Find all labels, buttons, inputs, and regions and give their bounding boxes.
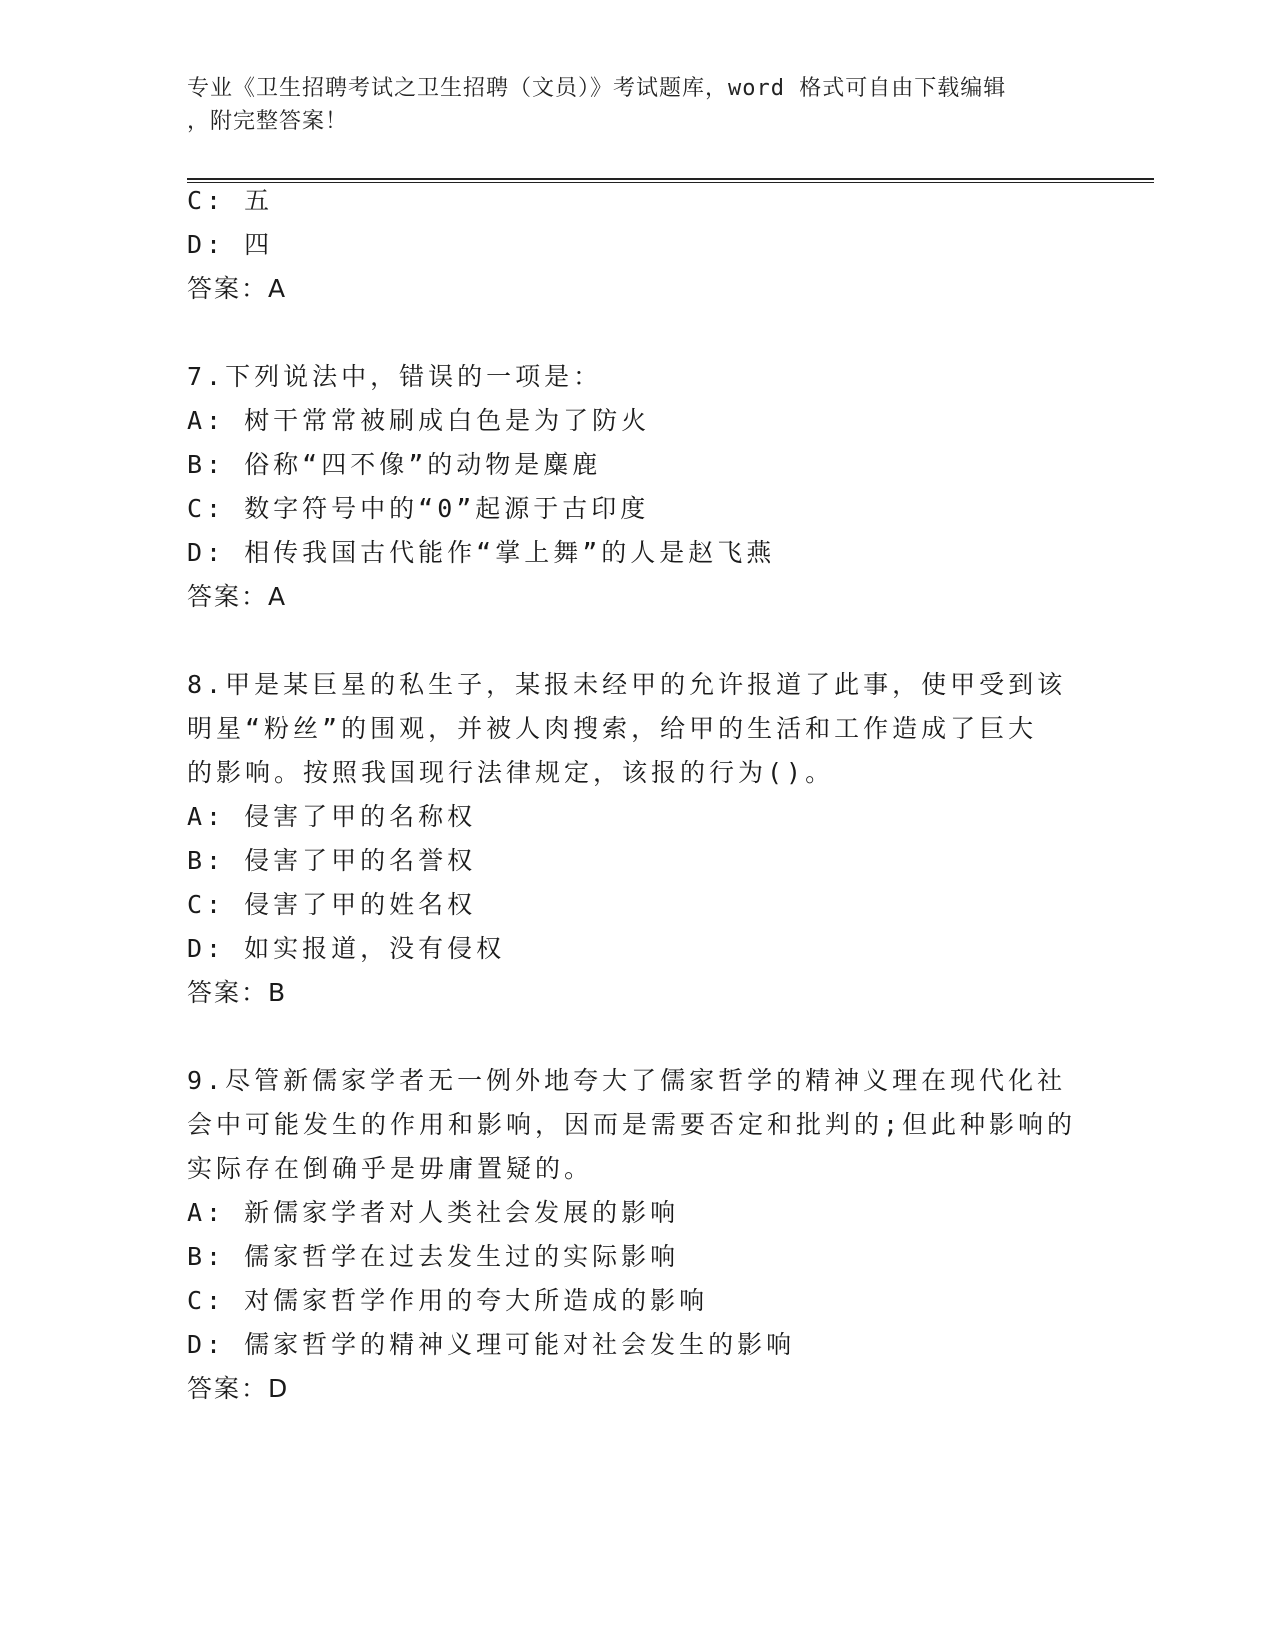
q8-option-d: D: 如实报道，没有侵权 bbox=[187, 934, 506, 963]
header-title-line1: 专业《卫生招聘考试之卫生招聘（文员）》考试题库，word 格式可自由下载编辑 bbox=[187, 76, 1007, 101]
document-header bbox=[187, 72, 1067, 138]
q8-option-a: A: 侵害了甲的名称权 bbox=[187, 802, 477, 831]
q9-option-c: C: 对儒家哲学作用的夸大所造成的影响 bbox=[187, 1286, 709, 1315]
header-title-line2: ，附完整答案！ bbox=[187, 109, 349, 134]
q9-option-b: B: 儒家哲学在过去发生过的实际影响 bbox=[187, 1242, 680, 1271]
header-divider bbox=[187, 178, 1154, 183]
q6-answer: 答案：A bbox=[187, 274, 288, 303]
q7-option-a: A: 树干常常被刷成白色是为了防火 bbox=[187, 406, 651, 435]
q6-option-d: D: 四 bbox=[187, 230, 274, 259]
q8-stem-line1: 8.甲是某巨星的私生子，某报未经甲的允许报道了此事，使甲受到该 bbox=[187, 670, 1067, 699]
q9-stem-line3: 实际存在倒确乎是毋庸置疑的。 bbox=[187, 1154, 594, 1183]
q9-option-a: A: 新儒家学者对人类社会发展的影响 bbox=[187, 1198, 680, 1227]
q7-option-d: D: 相传我国古代能作“掌上舞”的人是赵飞燕 bbox=[187, 538, 776, 567]
q7-stem: 7.下列说法中，错误的一项是： bbox=[187, 362, 603, 391]
q8-option-b: B: 侵害了甲的名誉权 bbox=[187, 846, 477, 875]
q7-option-c: C: 数字符号中的“0”起源于古印度 bbox=[187, 494, 650, 523]
q9-answer: 答案：D bbox=[187, 1374, 290, 1403]
q7-option-b: B: 俗称“四不像”的动物是麋鹿 bbox=[187, 450, 602, 479]
q9-stem-line2: 会中可能发生的作用和影响，因而是需要否定和批判的;但此种影响的 bbox=[187, 1110, 1077, 1139]
q9-stem-line1: 9.尽管新儒家学者无一例外地夸大了儒家哲学的精神义理在现代化社 bbox=[187, 1066, 1067, 1095]
q8-option-c: C: 侵害了甲的姓名权 bbox=[187, 890, 477, 919]
q8-stem-line3: 的影响。按照我国现行法律规定，该报的行为()。 bbox=[187, 758, 835, 787]
q7-answer: 答案：A bbox=[187, 582, 288, 611]
q8-stem-line2: 明星“粉丝”的围观，并被人肉搜索，给甲的生活和工作造成了巨大 bbox=[187, 714, 1038, 743]
q6-option-c: C: 五 bbox=[187, 186, 274, 215]
q8-answer: 答案：B bbox=[187, 978, 288, 1007]
q9-option-d: D: 儒家哲学的精神义理可能对社会发生的影响 bbox=[187, 1330, 796, 1359]
